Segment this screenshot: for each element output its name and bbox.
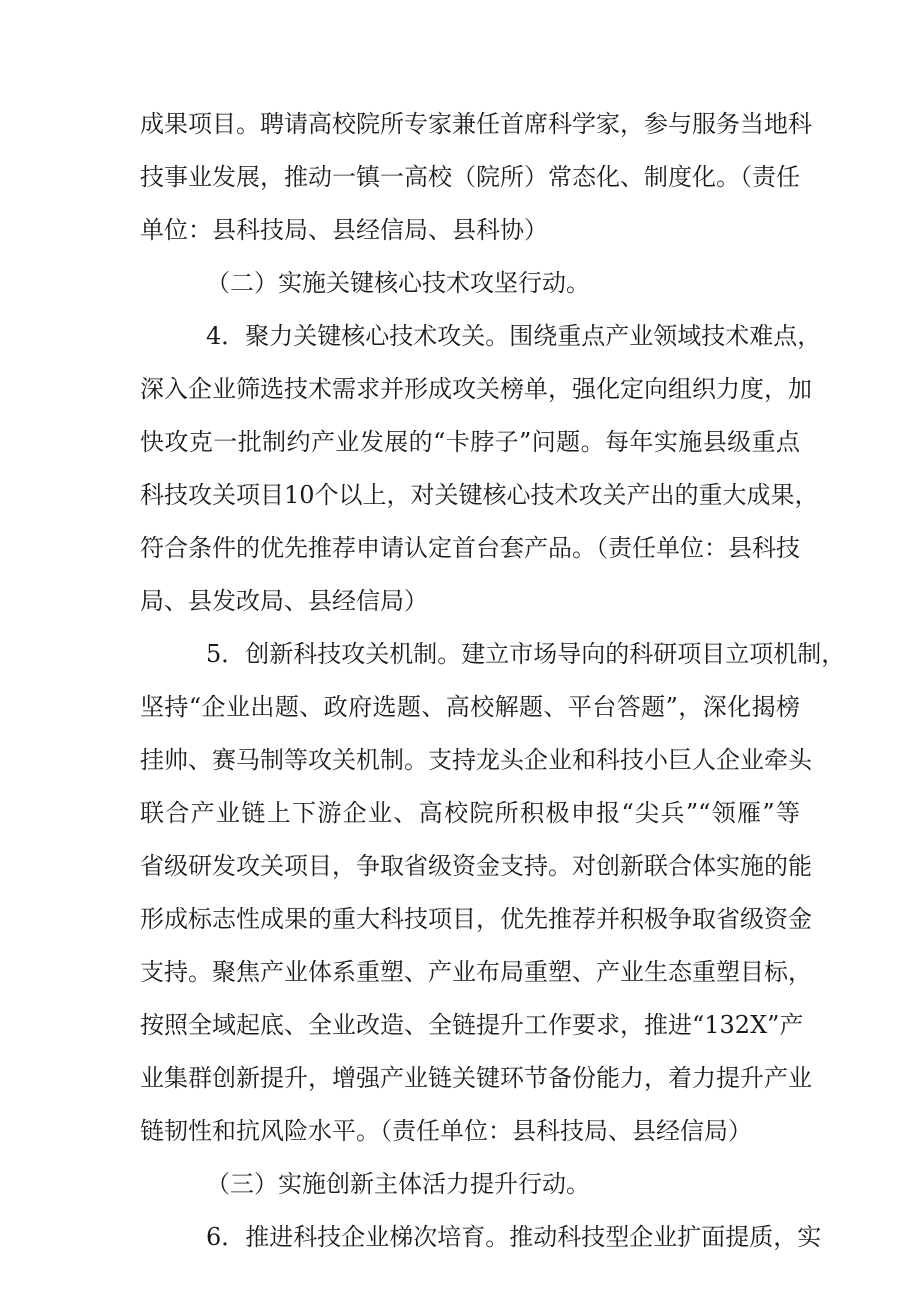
text-line: 成果项目。聘请高校院所专家兼任首席科学家，参与服务当地科: [140, 110, 812, 138]
heading-line: （三）实施创新主体活力提升行动。: [206, 1170, 590, 1198]
text-line: 科技攻关项目10个以上，对关键核心技术攻关产出的重大成果，: [140, 481, 819, 509]
text-line: 4．聚力关键核心技术攻关。围绕重点产业领域技术难点，: [206, 322, 822, 350]
text-line: 6．推进科技企业梯次培育。推动科技型企业扩面提质，实: [206, 1223, 822, 1251]
section-heading-2: [140, 257, 800, 310]
text-line: 坚持“企业出题、政府选题、高校解题、平台答题”，深化揭榜: [140, 693, 800, 721]
paragraph-item-6: [140, 1211, 822, 1264]
text-line: 支持。聚焦产业体系重塑、产业布局重塑、产业生态重塑目标，: [140, 958, 812, 986]
text-line: 形成标志性成果的重大科技项目，优先推荐并积极争取省级资金: [140, 905, 812, 933]
text-line: 按照全域起底、全业改造、全链提升工作要求，推进“132X”产: [140, 1011, 804, 1039]
text-line: 技事业发展，推动一镇一高校（院所）常态化、制度化。（责任: [140, 163, 800, 191]
heading-line: （二）实施关键核心技术攻坚行动。: [206, 269, 590, 297]
text-line: 省级研发攻关项目，争取省级资金支持。对创新联合体实施的能: [140, 852, 812, 880]
text-line: 快攻克一批制约产业发展的“卡脖子”问题。每年实施县级重点: [140, 428, 800, 456]
text-line: 深入企业筛选技术需求并形成攻关榜单，强化定向组织力度，加: [140, 375, 812, 403]
text-line: 局、县发改局、县经信局）: [140, 587, 428, 615]
paragraph-talent-cooperation: [140, 98, 812, 257]
text-line: 符合条件的优先推荐申请认定首台套产品。（责任单位：县科技: [140, 534, 800, 562]
text-line: 5．创新科技攻关机制。建立市场导向的科研项目立项机制，: [206, 640, 846, 668]
section-heading-3: [140, 1158, 800, 1211]
text-line: 联合产业链上下游企业、高校院所积极申报“尖兵”“领雁”等: [140, 799, 800, 827]
text-line: 单位：县科技局、县经信局、县科协）: [140, 216, 548, 244]
paragraph-item-5: [140, 628, 846, 1158]
text-line: 挂帅、赛马制等攻关机制。支持龙头企业和科技小巨人企业牵头: [140, 746, 812, 774]
text-line: 链韧性和抗风险水平。（责任单位：县科技局、县经信局）: [140, 1117, 752, 1145]
document-body: [140, 98, 846, 1264]
text-line: 业集群创新提升，增强产业链关键环节备份能力，着力提升产业: [140, 1064, 812, 1092]
paragraph-item-4: [140, 310, 822, 628]
